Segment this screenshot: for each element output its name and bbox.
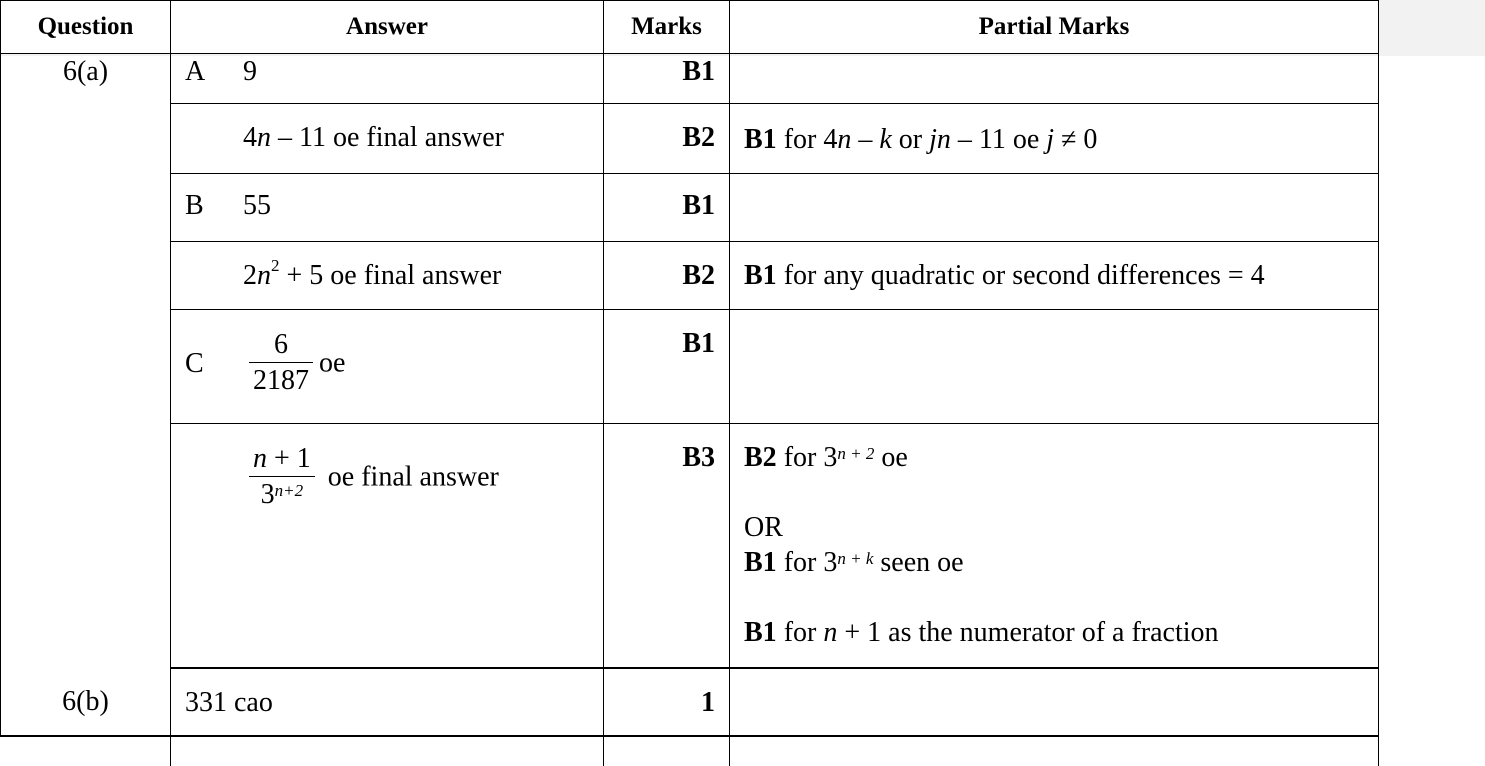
partial-line [744,440,1378,475]
partial-mark: B1 [744,260,777,291]
partial-text: for [776,617,824,648]
partial-text: for any quadratic or second differences = 4 [776,260,1265,291]
partial-text: for 3 [776,442,838,473]
numerator-variable: n [253,443,267,474]
marks-cell: B1 [604,54,730,104]
marks-cell: B2 [604,104,730,174]
answer-text: + 5 oe final answer [279,260,502,291]
partial-mark: B1 [744,547,777,578]
empty-cell [1,736,171,766]
answer-cell: 331 cao [171,668,604,736]
partial-text: – 11 oe [950,124,1047,155]
answer-value: 9 [243,56,257,87]
marks-cell: B1 [604,310,730,424]
answer-value: 4 [243,122,257,153]
partial-variable: n [823,617,838,648]
table-row [1,242,1379,310]
partial-text: – [851,124,880,155]
partial-variable: jn [929,124,951,155]
partial-cell [730,310,1379,424]
or-label: OR [744,512,783,543]
partial-text: + 1 as the numerator of a fraction [837,617,1219,648]
fraction-numerator: 6 [249,328,313,363]
answer-variable: n [257,260,271,291]
part-label: C [185,347,204,379]
denominator-base: 3 [260,479,275,510]
answer-value: 2 [243,260,257,291]
part-label: B [185,190,204,221]
answer-cell [171,104,604,174]
header-marks: Marks [604,1,730,54]
table-row [1,54,1379,104]
partial-text: oe [874,442,908,473]
table-row [1,668,1379,736]
partial-text: ≠ 0 [1054,124,1098,155]
answer-text: oe [319,347,346,379]
answer-cell [171,174,604,242]
partial-variable: n [837,124,852,155]
question-label: 6(b) [1,668,171,736]
partial-variable: k [879,124,892,155]
answer-cell [171,310,604,424]
answer-text: oe final answer [320,461,499,493]
empty-cell [171,736,604,766]
answer-exponent: 2 [271,256,280,275]
part-label: A [185,56,206,87]
marks-cell: B3 [604,424,730,668]
partial-exponent: n + k [837,549,874,568]
partial-cell [730,174,1379,242]
partial-cell [730,668,1379,736]
header-row [1,1,1379,54]
answer-cell [171,424,604,668]
answer-text: – 11 oe final answer [271,122,504,153]
empty-cell [604,736,730,766]
marks-cell: B1 [604,174,730,242]
partial-cell [730,54,1379,104]
partial-cell [730,242,1379,310]
question-label: 6(a) [1,54,171,668]
answer-fraction [249,328,313,399]
partial-text: seen oe [873,547,964,578]
table-row [1,104,1379,174]
partial-cell [730,104,1379,174]
table-row [1,174,1379,242]
marks-cell: B2 [604,242,730,310]
header-answer: Answer [171,1,604,54]
fraction-numerator [249,442,315,477]
denominator-exponent: n+2 [274,481,304,500]
fraction-denominator [249,477,315,513]
partial-exponent: n + 2 [837,444,875,463]
partial-line [744,615,1378,650]
partial-line [744,545,1378,580]
partial-text: or [891,124,930,155]
answer-cell [171,54,604,104]
empty-cell [730,736,1379,766]
partial-mark: B1 [744,124,777,155]
table-row [1,736,1379,766]
answer-fraction [249,442,315,513]
partial-mark: B1 [744,617,777,648]
answer-variable: n [257,122,271,153]
numerator-text: + 1 [267,443,311,474]
marks-cell: 1 [604,668,730,736]
partial-variable: j [1046,124,1055,155]
answer-value: 55 [243,190,271,221]
header-partial-marks: Partial Marks [730,1,1379,54]
partial-mark: B2 [744,442,777,473]
partial-cell [730,424,1379,668]
header-question: Question [1,1,171,54]
fraction-denominator: 2187 [253,365,309,396]
partial-text: for 3 [776,547,838,578]
answer-cell [171,242,604,310]
table-row [1,310,1379,424]
partial-text: for 4 [776,124,838,155]
table-row [1,424,1379,668]
